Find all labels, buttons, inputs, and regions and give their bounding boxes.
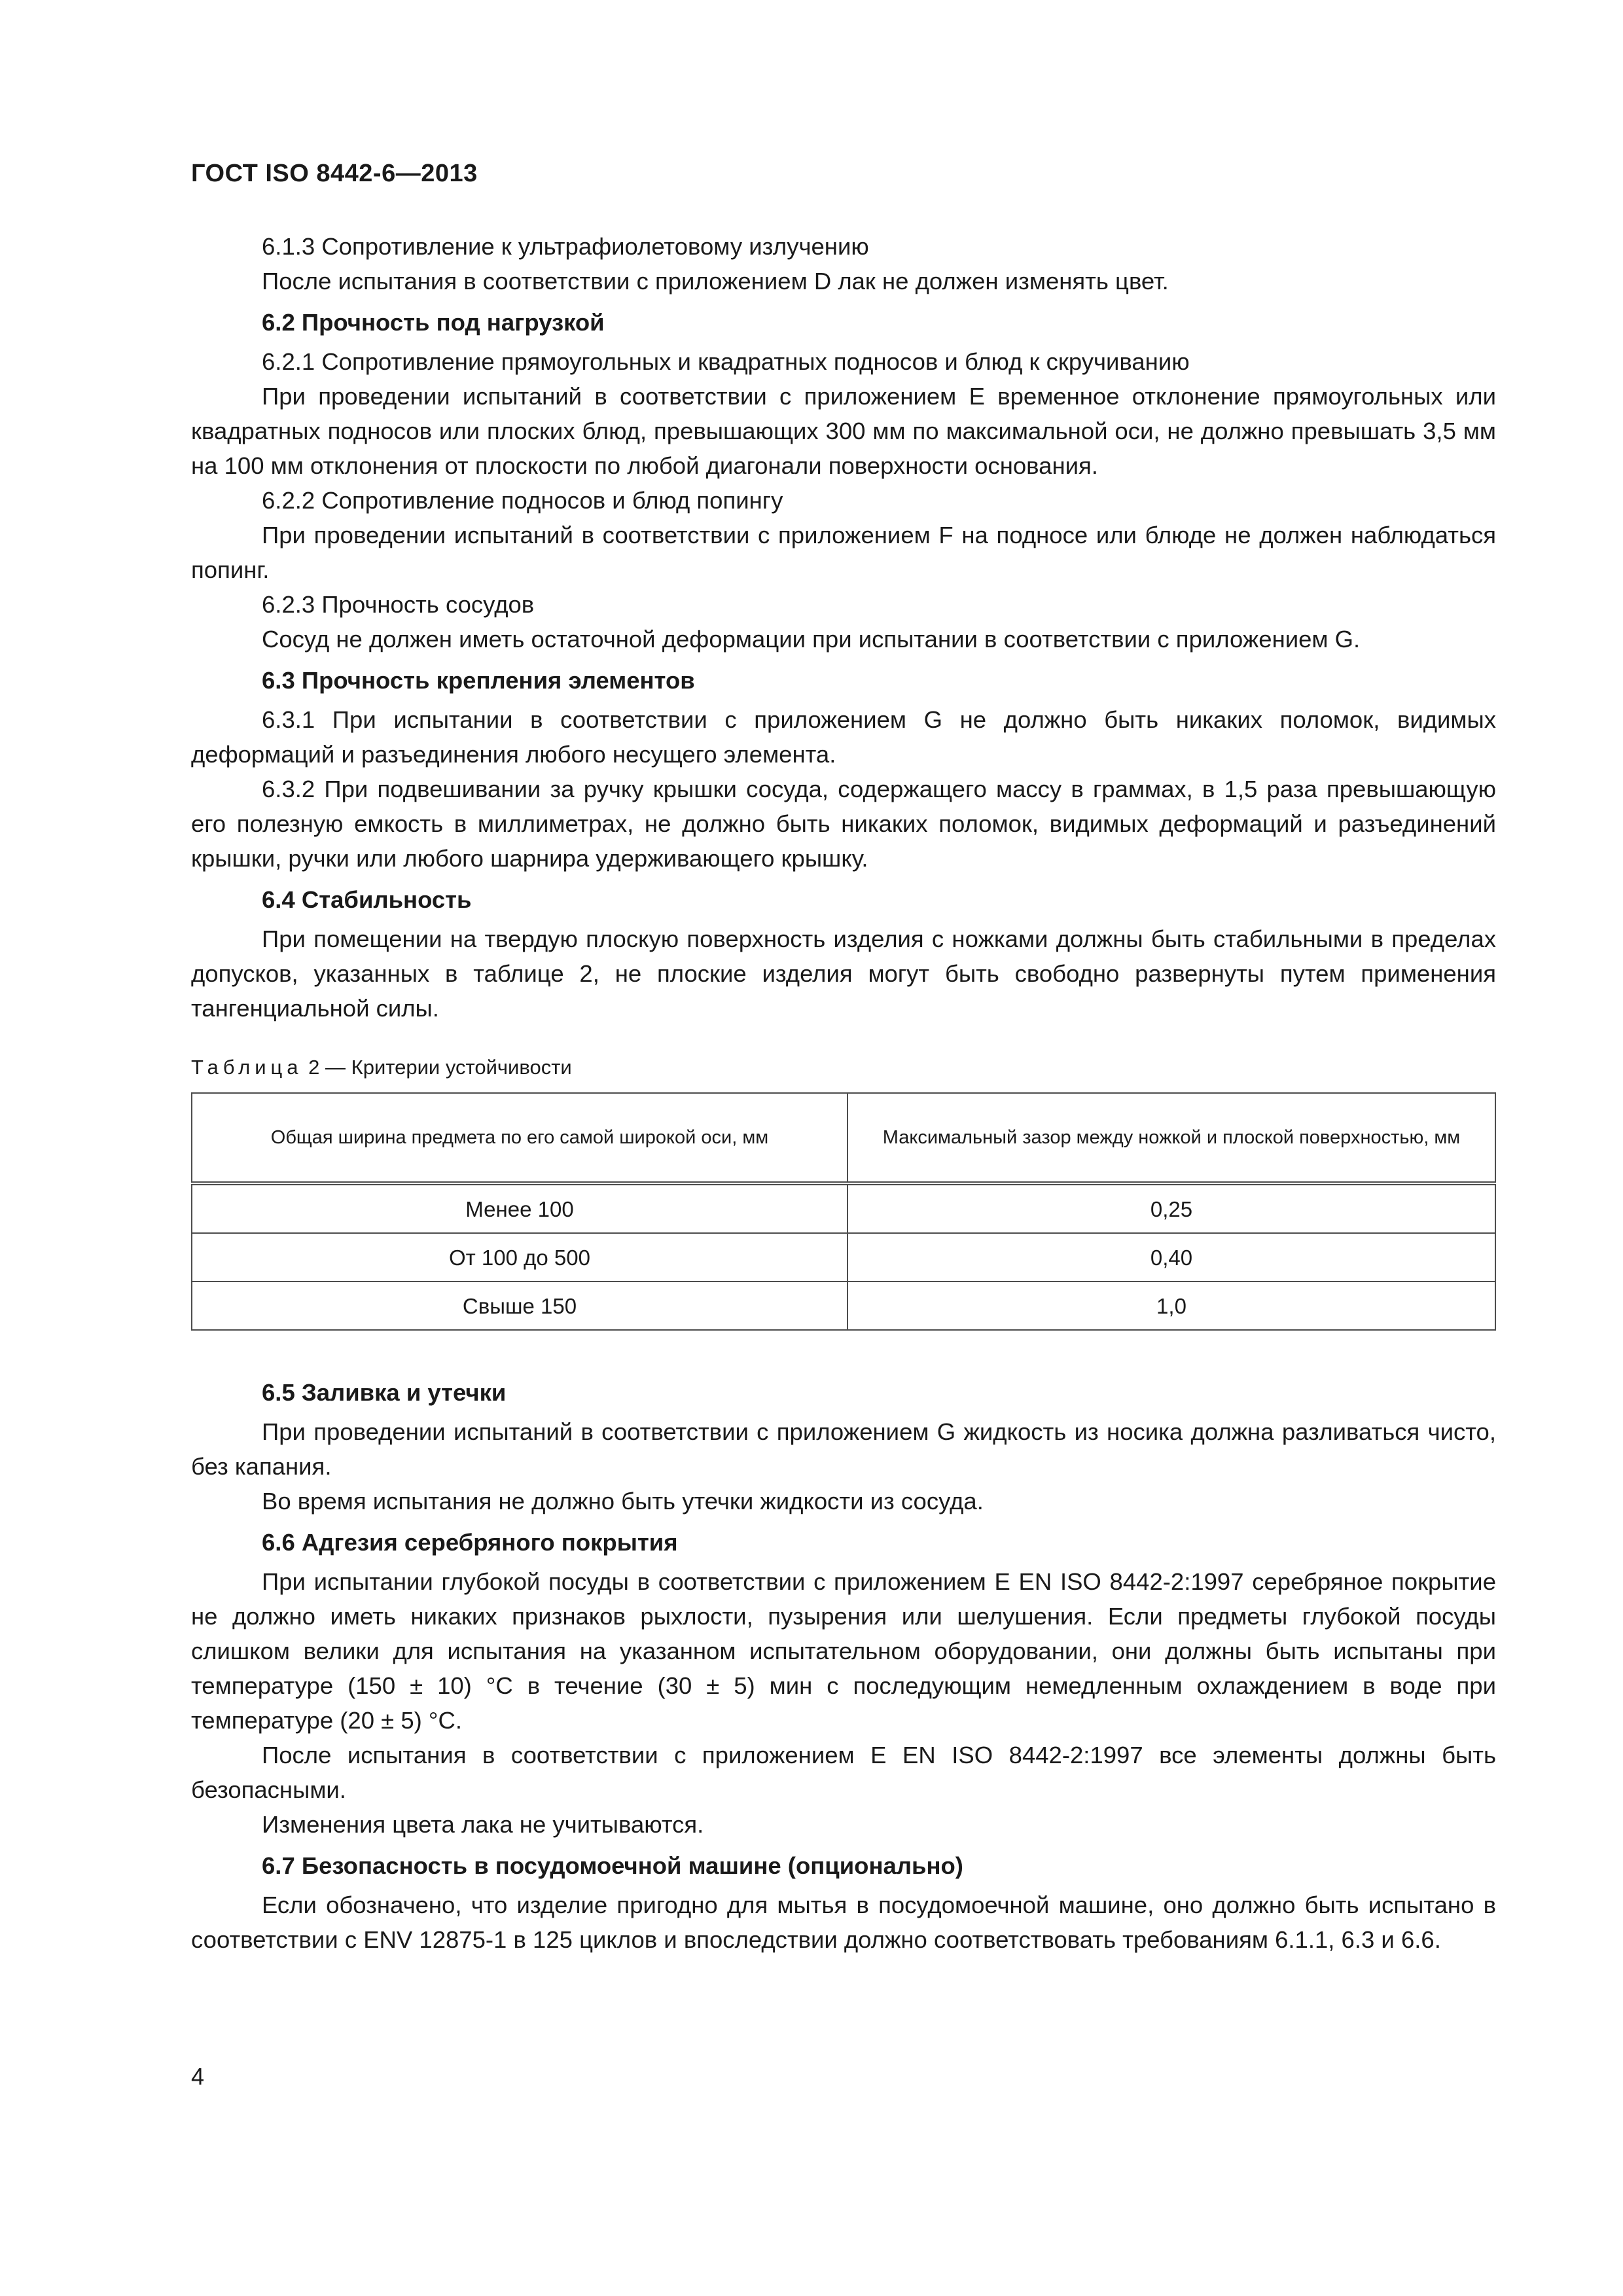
page-number: 4 xyxy=(191,2063,205,2090)
paragraph: 6.3.2 При подвешивании за ручку крышки сосуда, содержащего массу в граммах, в 1,5 раза превышающую его полезную емкость в миллиметрах, не должно быть никаких поломок, видимых деформаций и разъединений крышки, ручки или любого шарнира удерживающего крышку. xyxy=(191,776,1496,872)
paragraph-6-2-1-title: 6.2.1 Сопротивление прямоугольных и квадратных подносов и блюд к скручиванию xyxy=(262,348,1190,375)
section-heading-6-6: 6.6 Адгезия серебряного покрытия xyxy=(262,1529,678,1556)
table-header-cell: Общая ширина предмета по его самой широкой оси, мм xyxy=(192,1093,847,1183)
section-heading-6-7: 6.7 Безопасность в посудомоечной машине (опционально) xyxy=(262,1852,963,1879)
table-cell: Свыше 150 xyxy=(192,1282,847,1330)
paragraph: При проведении испытаний в соответствии с приложением E временное отклонение прямоугольных или квадратных подносов или плоских блюд, превышающих 300 мм по максимальной оси, не должно превышать 3,5 мм на 100 мм отклонения от плоскости по любой диагонали поверхности основания. xyxy=(191,383,1496,479)
table-header-row xyxy=(192,1093,1495,1183)
table-caption-text: 2 — Критерии устойчивости xyxy=(302,1056,572,1079)
paragraph-6-2-2-title: 6.2.2 Сопротивление подносов и блюд попингу xyxy=(262,487,783,514)
table-caption-label: Таблица xyxy=(191,1056,303,1079)
paragraph: После испытания в соответствии с приложением E EN ISO 8442-2:1997 все элементы должны быть безопасными. xyxy=(191,1742,1496,1803)
table-cell: 0,40 xyxy=(847,1233,1495,1282)
table-row xyxy=(192,1233,1495,1282)
paragraph: Если обозначено, что изделие пригодно для мытья в посудомоечной машине, оно должно быть испытано в соответствии с ENV 12875-1 в 125 циклов и впоследствии должно соответствовать требованиям 6.1.1, 6.3 и 6.6. xyxy=(191,1892,1496,1953)
paragraph: При проведении испытаний в соответствии с приложением G жидкость из носика должна разливаться чисто, без капания. xyxy=(191,1418,1496,1480)
table-row xyxy=(192,1183,1495,1233)
document-body xyxy=(191,229,1496,1957)
paragraph-6-1-3-title: 6.1.3 Сопротивление к ультрафиолетовому излучению xyxy=(262,233,869,260)
paragraph: Сосуд не должен иметь остаточной деформации при испытании в соответствии с приложением G. xyxy=(262,626,1361,653)
paragraph-6-2-3-title: 6.2.3 Прочность сосудов xyxy=(262,591,535,618)
table-cell: От 100 до 500 xyxy=(192,1233,847,1282)
paragraph: При помещении на твердую плоскую поверхность изделия с ножками должны быть стабильными в пределах допусков, указанных в таблице 2, не плоские изделия могут быть свободно развернуты путем применения тангенциальной силы. xyxy=(191,925,1496,1022)
paragraph: Изменения цвета лака не учитываются. xyxy=(262,1811,704,1838)
paragraph: При испытании глубокой посуды в соответствии с приложением E EN ISO 8442-2:1997 серебряное покрытие не должно иметь никаких признаков рыхлости, пузырения или шелушения. Если предметы глубокой посуды слишком велики для испытания на указанном испытательном оборудовании, они должны быть испытаны при температуре (150 ± 10) °С в течение (30 ± 5) мин с последующим немедленным охлаждением в воде при температуре (20 ± 5) °С. xyxy=(191,1568,1496,1734)
table-cell: 1,0 xyxy=(847,1282,1495,1330)
paragraph: 6.3.1 При испытании в соответствии с приложением G не должно быть никаких поломок, видимых деформаций и разъединения любого несущего элемента. xyxy=(191,706,1496,768)
document-header: ГОСТ ISO 8442-6—2013 xyxy=(191,160,478,187)
section-heading-6-5: 6.5 Заливка и утечки xyxy=(262,1379,507,1406)
table-caption xyxy=(191,1054,1496,1081)
table-row xyxy=(192,1282,1495,1330)
paragraph: При проведении испытаний в соответствии с приложением F на подносе или блюде не должен наблюдаться попинг. xyxy=(191,522,1496,583)
section-heading-6-3: 6.3 Прочность крепления элементов xyxy=(262,667,695,694)
stability-criteria-table xyxy=(191,1092,1496,1331)
section-heading-6-2: 6.2 Прочность под нагрузкой xyxy=(262,309,605,336)
section-heading-6-4: 6.4 Стабильность xyxy=(262,886,472,913)
paragraph: Во время испытания не должно быть утечки жидкости из сосуда. xyxy=(262,1488,984,1515)
table-header-cell: Максимальный зазор между ножкой и плоской поверхностью, мм xyxy=(847,1093,1495,1183)
table-cell: Менее 100 xyxy=(192,1183,847,1233)
paragraph: После испытания в соответствии с приложением D лак не должен изменять цвет. xyxy=(262,268,1169,295)
table-cell: 0,25 xyxy=(847,1183,1495,1233)
